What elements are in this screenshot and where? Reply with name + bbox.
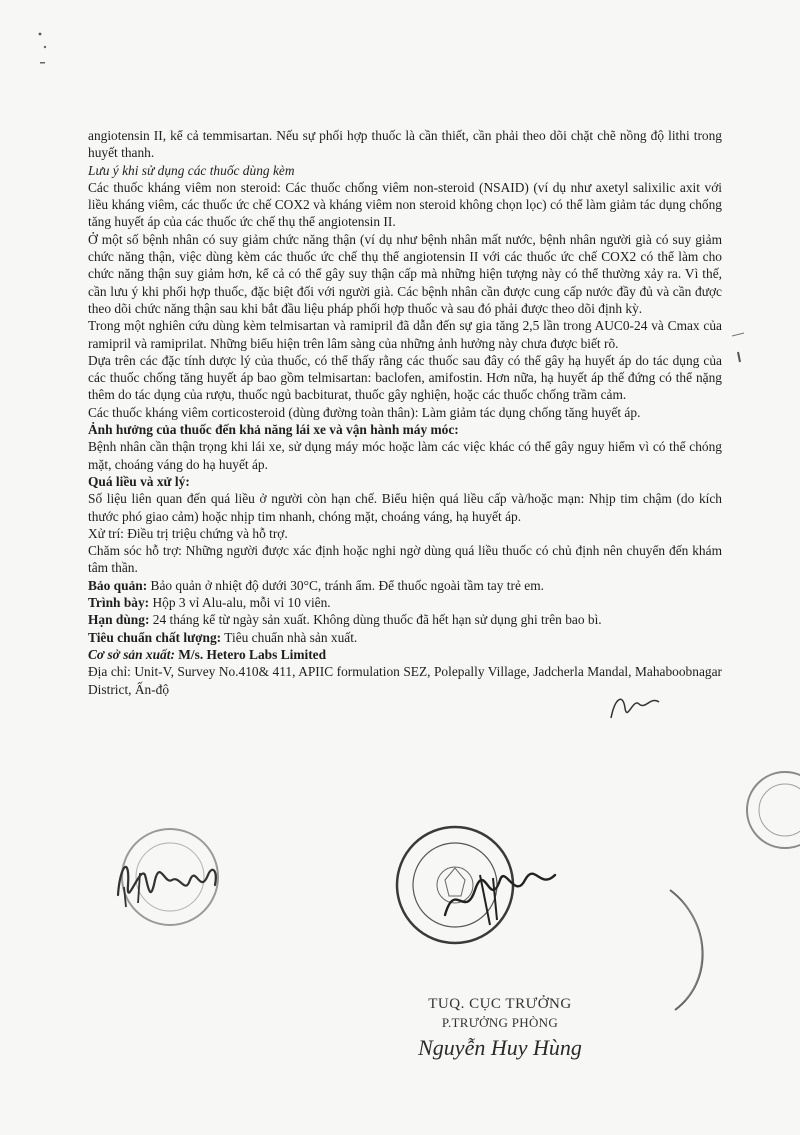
paragraph-support-care: Chăm sóc hỗ trợ: Những người được xác định hoặc nghi ngờ dùng quá liều thuốc có chủ định nên chuyển đến khám tâm thần. xyxy=(88,543,722,576)
paragraph-renal: Ở một số bệnh nhân có suy giảm chức năng thận (ví dụ như bệnh nhân mất nước, bệnh nhân người già có suy giảm chức năng thận, việc dùng kèm các thuốc ức chế thụ thể angiotensin II với các thuốc ức chế COX2 có thể làm cho chức năng thận suy giảm hơn, kể cả có thể gây suy thận cấp mà những hiện tượng này có thể thường xảy ra. Vì thế, cần lưu ý khi phối hợp thuốc, đặc biệt đối với người già. Các bệnh nhân cần được cung cấp nước đầy đủ và cần được theo dõi chức năng thận sau khi bắt đầu liệu pháp phối hợp thuốc và sau đó phải được theo dõi định kỳ. xyxy=(88,231,722,316)
presentation-label: Trình bày: xyxy=(88,595,150,611)
signatory-name: Nguyễn Huy Hùng xyxy=(418,1035,582,1060)
expiry-label: Hạn dùng: xyxy=(88,612,150,628)
quality-standard-value: Tiêu chuẩn nhà sản xuất. xyxy=(221,629,358,645)
partial-stamp-right-lower xyxy=(660,880,720,1020)
storage-label: Bảo quản: xyxy=(88,577,148,593)
ministry-health-stamp xyxy=(375,820,575,955)
paragraph-nsaid: Các thuốc kháng viêm non steroid: Các thuốc chống viêm non-steroid (NSAID) (ví dụ như axetyl salixilic axit với liều kháng viêm, các thuốc ức chế COX2 và kháng viêm non steroid không chọn lọc) có thể làm giảm tác dụng chống tăng huyết áp của các thuốc ức chế thụ thể angiotensin II. xyxy=(88,179,722,230)
manufacturer-line xyxy=(88,646,722,663)
manufacturer-label: Cơ sở sản xuất: xyxy=(88,646,175,662)
subheading-concomitant-drugs: Lưu ý khi sử dụng các thuốc dùng kèm xyxy=(88,162,295,178)
paragraph-driving: Bệnh nhân cần thận trọng khi lái xe, sử dụng máy móc hoặc làm các việc khác có thể gây nguy hiểm vì có thể chóng mặt, choáng váng do hạ huyết áp. xyxy=(88,439,722,472)
signature-block xyxy=(400,996,600,1061)
paragraph-lithium: angiotensin II, kể cả temmisartan. Nếu sự phối hợp thuốc là cần thiết, cần phải theo dõi chặt chẽ nồng độ lithi trong huyết thanh. xyxy=(88,128,722,161)
expiry-value: 24 tháng kể từ ngày sản xuất. Không dùng thuốc đã hết hạn sử dụng ghi trên bao bì. xyxy=(149,612,602,628)
document-body xyxy=(88,127,722,698)
paragraph-corticosteroid: Các thuốc kháng viêm corticosteroid (dùng đường toàn thân): Làm giảm tác dụng chống tăng huyết áp. xyxy=(88,404,641,420)
manufacturer-value: M/s. Hetero Labs Limited xyxy=(174,646,327,662)
heading-overdose: Quá liều và xử lý: xyxy=(88,473,190,489)
handwritten-mark xyxy=(605,688,665,728)
expiry-line xyxy=(88,611,722,628)
paragraph-hypotension: Dựa trên các đặc tính dược lý của thuốc, có thể thấy rằng các thuốc sau đây có thể gây hạ huyết áp do tác dụng của các thuốc chống tăng huyết áp bao gồm telmisartan: baclofen, amifostin. Hơn nữa, hạ huyết áp thế đứng có thể nặng thêm do tác dụng của rượu, thuốc ngủ bacbiturat, thuốc gây nghiện, hoặc các thuốc chống trầm cảm. xyxy=(88,352,722,403)
address-line: Địa chỉ: Unit-V, Survey No.410& 411, APIIC formulation SEZ, Polepally Village, Jadcherla Mandal, Mahaboobnagar District, Ấn-độ xyxy=(88,664,722,697)
storage-value: Bảo quản ở nhiệt độ dưới 30°C, tránh ẩm. Để thuốc ngoài tầm tay trẻ em. xyxy=(147,577,544,593)
quality-standard-label: Tiêu chuẩn chất lượng: xyxy=(88,629,222,645)
quality-standard-line xyxy=(88,629,722,646)
margin-mark xyxy=(730,330,750,370)
signature-title-line1: TUQ. CỤC TRƯỞNG xyxy=(428,996,572,1012)
presentation-line xyxy=(88,594,722,611)
scan-specks xyxy=(30,30,70,80)
paragraph-ramipril: Trong một nghiên cứu dùng kèm telmisartan và ramipril đã dẫn đến sự gia tăng 2,5 lần trong AUC0-24 và Cmax của ramipril và ramiprilat. Những biểu hiện trên lâm sàng của những ảnh hưởng này chưa được biết rõ. xyxy=(88,318,722,351)
storage-line xyxy=(88,577,722,594)
heading-driving: Ảnh hưởng của thuốc đến khả năng lái xe và vận hành máy móc: xyxy=(88,422,459,438)
partial-stamp-right-upper xyxy=(745,760,800,870)
paragraph-treatment: Xử trí: Điều trị triệu chứng và hỗ trợ. xyxy=(88,525,288,541)
hetero-company-stamp xyxy=(100,825,230,935)
signature-title-line2: P.TRƯỞNG PHÒNG xyxy=(441,1015,559,1030)
paragraph-overdose: Số liệu liên quan đến quá liều ở người còn hạn chế. Biểu hiện quá liều cấp và/hoặc mạn: Nhịp tim chậm (do kích thước phó giao cảm) hoặc nhịp tim nhanh, chóng mặt, choáng váng, hạ huyết áp. xyxy=(88,491,722,524)
presentation-value: Hộp 3 vỉ Alu-alu, mỗi vỉ 10 viên. xyxy=(149,595,331,611)
